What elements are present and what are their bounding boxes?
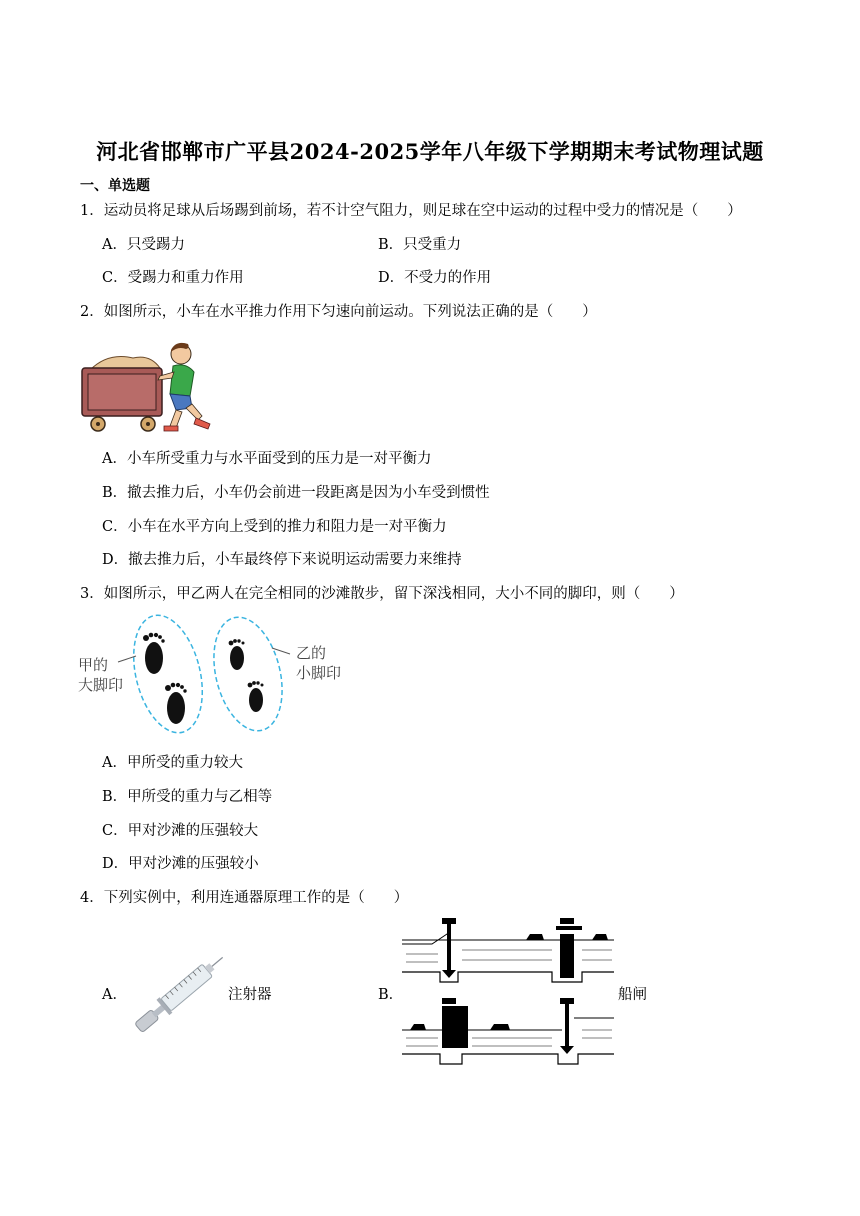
- small-footprint-top: [229, 639, 245, 670]
- question-2-option-c: C．小车在水平方向上受到的推力和阻力是一对平衡力: [102, 519, 447, 535]
- question-2-option-d: D．撤去推力后，小车最终停下来说明运动需要力来维持: [102, 552, 462, 568]
- small-footprint-bottom: [248, 681, 264, 712]
- footprints-figure: [76, 614, 356, 738]
- question-2-option-a: A．小车所受重力与水平面受到的压力是一对平衡力: [102, 451, 432, 467]
- label-jia-line2: 大脚印: [78, 676, 124, 694]
- page-title: 河北省邯郸市广平县2024-2025学年八年级下学期期末考试物理试题: [96, 139, 764, 164]
- question-4-option-b-letter: B．: [378, 987, 404, 1003]
- question-4-stem: 4．下列实例中，利用连通器原理工作的是（ ）: [80, 890, 409, 906]
- question-3-option-d: D．甲对沙滩的压强较小: [102, 856, 259, 872]
- question-1-option-d: D．不受力的作用: [378, 270, 492, 286]
- boy-pushing-cart-figure: [78, 338, 218, 434]
- question-3-stem: 3．如图所示，甲乙两人在完全相同的沙滩散步，留下深浅相同，大小不同的脚印，则（ ）: [80, 586, 684, 602]
- question-3-option-c: C．甲对沙滩的压强较大: [102, 823, 259, 839]
- ship-lock-bottom-panel: [402, 998, 614, 1064]
- large-footprint-top: [143, 633, 165, 674]
- question-3-option-a: A．甲所受的重力较大: [102, 755, 243, 771]
- question-1-option-b: B．只受重力: [378, 237, 462, 253]
- question-3-option-b: B．甲所受的重力与乙相等: [102, 789, 273, 805]
- syringe-image: [124, 940, 234, 1048]
- ship-lock-image: [402, 914, 616, 1068]
- question-2-stem: 2．如图所示，小车在水平推力作用下匀速向前运动。下列说法正确的是（ ）: [80, 304, 597, 320]
- question-4-option-b-caption: 船闸: [618, 987, 647, 1003]
- question-1-option-c: C．受踢力和重力作用: [102, 270, 244, 286]
- question-4-option-a-caption: 注射器: [228, 987, 272, 1003]
- section-heading: 一、单选题: [80, 178, 150, 194]
- question-2-option-b: B．撤去推力后，小车仍会前进一段距离是因为小车受到惯性: [102, 485, 490, 501]
- question-4-option-a-letter: A．: [102, 987, 127, 1003]
- label-jia-line1: 甲的: [78, 656, 109, 674]
- ship-lock-top-panel: [402, 918, 614, 982]
- large-footprint-bottom: [165, 683, 187, 724]
- label-yi-line1: 乙的: [296, 644, 327, 662]
- question-1-option-a: A．只受踢力: [102, 237, 185, 253]
- question-1-stem: 1．运动员将足球从后场踢到前场，若不计空气阻力，则足球在空中运动的过程中受力的情况是（ ）: [80, 203, 742, 219]
- label-yi-line2: 小脚印: [296, 664, 342, 682]
